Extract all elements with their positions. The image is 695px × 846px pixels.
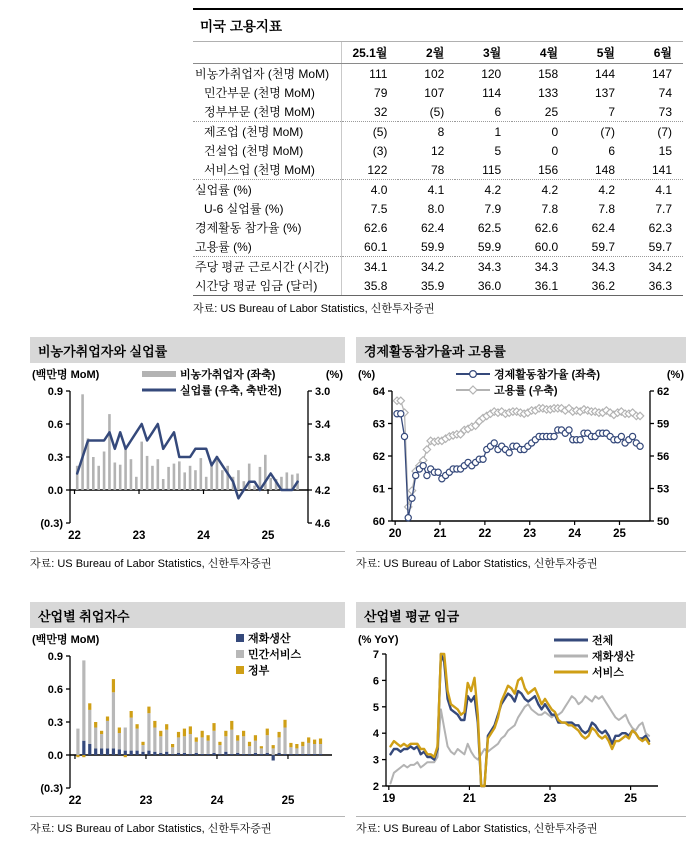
table-cell: 36.2	[591, 278, 616, 293]
svg-text:23: 23	[523, 528, 537, 540]
svg-text:21: 21	[433, 528, 447, 540]
chart-wages-by-industry-plot	[356, 630, 686, 814]
table-cell: 34.3	[534, 259, 559, 274]
table-cell: 79	[374, 85, 388, 100]
chart-svg	[30, 630, 345, 814]
table-row	[193, 199, 683, 218]
table-cell: 7.5	[370, 201, 388, 216]
svg-text:0.6: 0.6	[47, 684, 63, 696]
table-cell: 4.2	[598, 182, 616, 197]
svg-text:고용률 (우축): 고용률 (우축)	[494, 385, 558, 397]
chart-employment-by-industry-plot	[30, 630, 345, 814]
svg-text:0.6: 0.6	[47, 419, 63, 431]
chart-source: 자료: US Bureau of Labor Statistics, 신한투자증권	[30, 816, 345, 836]
table-cell: 34.2	[420, 259, 445, 274]
table-cell: 62.5	[477, 220, 502, 235]
table-cell: 148	[569, 160, 626, 180]
table-row	[193, 237, 683, 257]
chart-wages-by-industry	[356, 602, 686, 836]
svg-text:4.2: 4.2	[315, 485, 331, 497]
chart-employment-by-industry	[30, 602, 345, 836]
svg-text:24: 24	[197, 530, 210, 542]
table-column-header: 6월	[626, 42, 683, 64]
row-label: 정부부문 (천명 MoM)	[193, 102, 342, 122]
svg-text:경제활동참가율 (좌축): 경제활동참가율 (좌축)	[494, 369, 601, 381]
svg-text:7: 7	[372, 649, 379, 661]
table-cell: 62.4	[420, 220, 445, 235]
table-row	[193, 83, 683, 102]
table-cell: 158	[538, 66, 559, 81]
table-cell: 137	[595, 85, 616, 100]
svg-text:(0.3): (0.3)	[40, 783, 63, 795]
table-cell: 34.3	[591, 259, 616, 274]
table-cell: 107	[424, 85, 445, 100]
svg-text:22: 22	[68, 795, 82, 807]
chart-source: 자료: US Bureau of Labor Statistics, 신한투자증권	[356, 551, 686, 571]
svg-text:4: 4	[372, 728, 379, 741]
table-cell: 62.3	[648, 220, 672, 235]
svg-text:6: 6	[372, 675, 379, 688]
svg-text:25: 25	[624, 793, 637, 805]
svg-text:3: 3	[372, 754, 379, 767]
chart-title: 비농가취업자와 실업률	[30, 337, 345, 363]
table-cell: 156	[512, 160, 569, 180]
table-row	[193, 160, 683, 180]
table-cell: 7.9	[484, 201, 502, 216]
table-cell: (7)	[600, 124, 616, 139]
row-label: 서비스업 (천명 MoM)	[193, 160, 342, 180]
table-cell: 0	[551, 143, 559, 158]
table-cell: 1	[494, 124, 502, 139]
table-cell: 59.9	[398, 237, 455, 257]
table-header-row	[193, 42, 683, 64]
chart-svg	[30, 365, 345, 549]
table-cell: 73	[626, 102, 683, 122]
table-row	[193, 180, 683, 200]
table-cell: 36.1	[534, 278, 559, 293]
table-cell: 6	[608, 143, 616, 158]
table-cell: 7.8	[598, 201, 616, 216]
svg-text:50: 50	[657, 516, 670, 528]
svg-text:23: 23	[543, 793, 557, 805]
svg-text:0.0: 0.0	[47, 750, 63, 762]
svg-text:24: 24	[210, 795, 224, 807]
svg-text:23: 23	[132, 530, 146, 542]
svg-text:25: 25	[613, 528, 626, 540]
chart-svg	[356, 630, 686, 814]
table-cell: (5)	[372, 124, 388, 139]
table-cell: 144	[595, 66, 616, 81]
table-cell: 4.1	[427, 182, 445, 197]
svg-text:정부: 정부	[248, 665, 270, 677]
table-row	[193, 141, 683, 160]
chart-title: 경제활동참가율과 고용률	[356, 337, 686, 363]
table-cell: 133	[538, 85, 559, 100]
table-column-header: 25.1월	[342, 42, 399, 64]
table-row	[193, 257, 683, 277]
table-cell: 4.2	[484, 182, 502, 197]
svg-text:62: 62	[657, 386, 670, 398]
svg-text:재화생산: 재화생산	[592, 651, 635, 663]
svg-text:53: 53	[657, 483, 670, 496]
row-label: 건설업 (천명 MoM)	[193, 141, 342, 160]
svg-text:(백만명 MoM): (백만명 MoM)	[32, 634, 100, 646]
row-label: 민간부문 (천명 MoM)	[193, 83, 342, 102]
row-label: 고용률 (%)	[193, 237, 342, 257]
svg-text:0.9: 0.9	[47, 651, 63, 663]
svg-text:2: 2	[372, 781, 379, 793]
chart-svg	[356, 365, 686, 549]
svg-text:5: 5	[372, 701, 379, 714]
svg-text:0.0: 0.0	[47, 485, 63, 497]
svg-text:실업률 (우축, 축반전): 실업률 (우축, 축반전)	[180, 385, 282, 397]
table-cell: 5	[494, 143, 502, 158]
table-cell: 35.8	[364, 278, 388, 293]
table-cell: 36.0	[477, 278, 502, 293]
svg-text:4.6: 4.6	[315, 518, 331, 530]
svg-text:25: 25	[261, 530, 275, 542]
svg-text:(%): (%)	[666, 369, 684, 381]
table-cell: 8	[437, 124, 445, 139]
table-cell: 60.0	[512, 237, 569, 257]
svg-text:22: 22	[478, 528, 492, 540]
table-cell: 0	[551, 124, 559, 139]
table-cell: 115	[455, 160, 512, 180]
chart-nonfarm-unemployment-plot	[30, 365, 345, 549]
row-label: 실업률 (%)	[193, 180, 342, 200]
chart-participation-employment	[356, 337, 686, 571]
svg-text:61: 61	[372, 483, 385, 496]
svg-text:전체: 전체	[592, 635, 614, 647]
table-cell: 114	[482, 85, 502, 100]
table-cell: 59.7	[626, 237, 683, 257]
table-cell: 59.9	[455, 237, 512, 257]
svg-text:(% YoY): (% YoY)	[358, 634, 399, 646]
chart-participation-employment-plot	[356, 365, 686, 549]
svg-text:21: 21	[463, 793, 476, 805]
table-cell: 12	[430, 143, 445, 158]
row-label: 경제활동 참가율 (%)	[193, 218, 342, 237]
svg-text:19: 19	[382, 793, 396, 805]
table-cell: 111	[369, 66, 388, 81]
table-header-empty	[193, 42, 342, 64]
svg-text:64: 64	[372, 386, 385, 398]
svg-text:민간서비스: 민간서비스	[248, 649, 302, 661]
svg-text:3.0: 3.0	[315, 386, 331, 398]
svg-text:서비스: 서비스	[592, 667, 624, 679]
table-cell: 34.2	[648, 259, 672, 274]
table-column-header: 2월	[398, 42, 455, 64]
svg-text:비농가취업자 (좌축): 비농가취업자 (좌축)	[180, 369, 276, 381]
table-cell: 8.0	[427, 201, 445, 216]
table-cell: 62.6	[364, 220, 388, 235]
table-title: 미국 고용지표	[193, 8, 683, 42]
table-cell: 74	[658, 85, 672, 100]
table-cell: (5)	[398, 102, 455, 122]
chart-source: 자료: US Bureau of Labor Statistics, 신한투자증권	[356, 816, 686, 836]
chart-title: 산업별 취업자수	[30, 602, 345, 628]
table-cell: 4.1	[655, 182, 672, 197]
table-cell: 7.8	[541, 201, 559, 216]
employment-table-section	[193, 8, 683, 316]
svg-text:(백만명 MoM): (백만명 MoM)	[32, 369, 100, 381]
employment-table-wrap	[193, 42, 683, 296]
svg-text:0.9: 0.9	[47, 386, 63, 398]
table-cell: 60.1	[342, 237, 399, 257]
table-cell: 4.0	[370, 182, 388, 197]
table-cell: 122	[342, 160, 399, 180]
table-row	[193, 64, 683, 84]
row-label: 주당 평균 근로시간 (시간)	[193, 257, 342, 277]
table-cell: 4.2	[541, 182, 559, 197]
table-cell: (3)	[372, 143, 388, 158]
table-cell: 7	[569, 102, 626, 122]
table-column-header: 4월	[512, 42, 569, 64]
table-cell: 62.4	[591, 220, 616, 235]
svg-text:(%): (%)	[325, 369, 343, 381]
svg-text:3.4: 3.4	[315, 419, 331, 431]
table-column-header: 5월	[569, 42, 626, 64]
table-row	[193, 102, 683, 122]
table-cell: 34.1	[364, 259, 388, 274]
table-row	[193, 218, 683, 237]
table-cell: 120	[481, 66, 502, 81]
table-cell: 36.3	[648, 278, 672, 293]
svg-text:0.3: 0.3	[47, 452, 63, 464]
table-cell: 35.9	[420, 278, 445, 293]
table-cell: 34.3	[477, 259, 502, 274]
table-cell: 62.6	[534, 220, 559, 235]
row-label: U-6 실업률 (%)	[193, 199, 342, 218]
svg-text:24: 24	[568, 528, 582, 540]
svg-text:23: 23	[139, 795, 153, 807]
table-cell: 59.7	[569, 237, 626, 257]
svg-text:62: 62	[372, 451, 385, 463]
svg-text:(0.3): (0.3)	[40, 518, 63, 530]
table-cell: 78	[398, 160, 455, 180]
svg-text:56: 56	[657, 451, 670, 463]
table-column-header: 3월	[455, 42, 512, 64]
chart-title: 산업별 평균 임금	[356, 602, 686, 628]
table-cell: 141	[626, 160, 683, 180]
table-cell: 147	[651, 66, 672, 81]
chart-nonfarm-unemployment	[30, 337, 345, 571]
svg-text:(%): (%)	[358, 369, 376, 381]
table-cell: (7)	[657, 124, 672, 139]
svg-text:63: 63	[372, 418, 385, 431]
table-cell: 32	[342, 102, 399, 122]
svg-text:0.3: 0.3	[47, 717, 63, 729]
row-label: 제조업 (천명 MoM)	[193, 122, 342, 142]
svg-text:22: 22	[68, 530, 81, 542]
employment-table	[193, 42, 683, 295]
svg-text:20: 20	[388, 528, 402, 540]
svg-text:59: 59	[657, 418, 670, 431]
table-cell: 6	[455, 102, 512, 122]
svg-text:3.8: 3.8	[315, 452, 331, 464]
table-cell: 102	[424, 66, 445, 81]
chart-source: 자료: US Bureau of Labor Statistics, 신한투자증권	[30, 551, 345, 571]
table-cell: 7.7	[655, 201, 672, 216]
svg-text:재화생산: 재화생산	[248, 633, 291, 645]
table-cell: 15	[658, 143, 672, 158]
table-cell: 25	[512, 102, 569, 122]
svg-text:60: 60	[372, 516, 385, 528]
svg-text:25: 25	[281, 795, 295, 807]
table-source: 자료: US Bureau of Labor Statistics, 신한투자증권	[193, 303, 435, 315]
row-label: 시간당 평균 임금 (달러)	[193, 276, 342, 295]
table-row	[193, 122, 683, 142]
table-row	[193, 276, 683, 295]
row-label: 비농가취업자 (천명 MoM)	[193, 64, 342, 84]
